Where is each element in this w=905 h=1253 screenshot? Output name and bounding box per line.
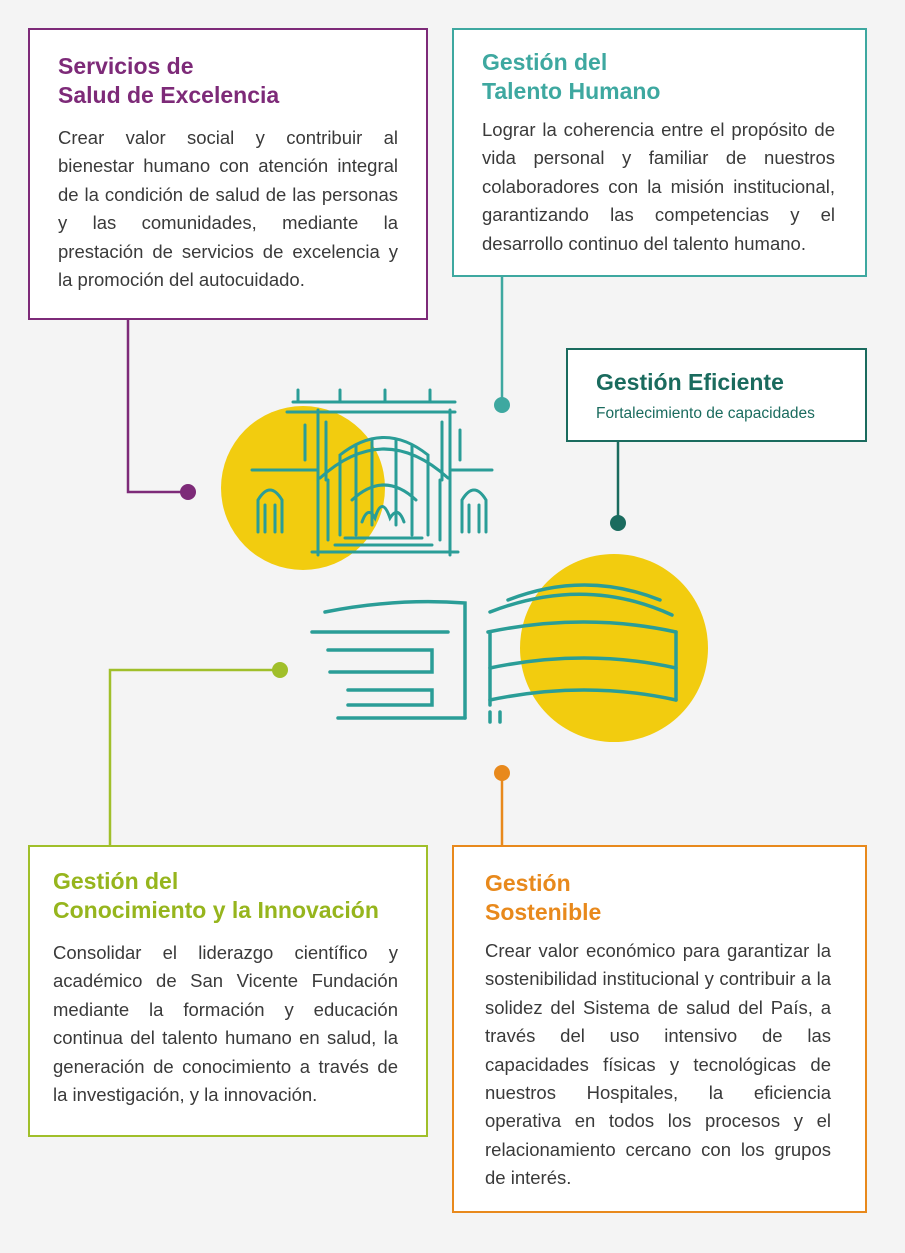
card-servicios-salud-text: Crear valor social y contribuir al bienestar humano con atención integral de la condición de salud de las personas y las comunidades, mediante la prestación de servicios de excelencia y la promoción del autocuidado.: [58, 127, 398, 291]
card-talento-humano-title: [482, 48, 835, 106]
connector-servicios: [128, 320, 196, 500]
card-gestion-sostenible-text: Crear valor económico para garantizar la sostenibilidad institucional y contribuir a la solidez del Sistema de salud del País, a través del uso intensivo de las capacidades físicas y tecnológicas de nuestros Hospitales, la eficiencia operativa en todos los procesos y el relacionamiento cercano con los grupos de interés.: [485, 940, 831, 1189]
card-talento-humano: [452, 28, 867, 277]
card-talento-humano-title-line2: Talento Humano: [482, 78, 661, 104]
card-talento-humano-text: Lograr la coherencia entre el propósito de vida personal y familiar de nuestros colaboradores con la misión institucional, garantizando las competencias y el desarrollo continuo del talento humano.: [482, 119, 835, 254]
card-conocimiento-innovacion-title-line1: Gestión del: [53, 868, 179, 894]
connector-talento: [494, 277, 510, 413]
card-servicios-salud-title: [58, 52, 398, 110]
card-conocimiento-innovacion-text: Consolidar el liderazgo científico y académico de San Vicente Fundación mediante la formación y educación continua del talento humano en salud, la generación de conocimiento a través de la investigación, y la innovación.: [53, 942, 398, 1106]
card-gestion-sostenible-title-line2: Sostenible: [485, 899, 602, 925]
card-conocimiento-innovacion: [28, 845, 428, 1137]
connector-conocimiento: [110, 662, 288, 845]
card-servicios-salud-title-line2: Salud de Excelencia: [58, 82, 280, 108]
card-servicios-salud-title-line1: Servicios de: [58, 53, 194, 79]
card-gestion-sostenible: [452, 845, 867, 1213]
card-talento-humano-title-line1: Gestión del: [482, 49, 608, 75]
card-gestion-eficiente-title: Gestión Eficiente: [596, 369, 784, 395]
card-gestion-eficiente-subtitle: Fortalecimiento de capacidades: [596, 405, 815, 422]
connector-sostenible: [494, 765, 510, 845]
yellow-circle-right: [520, 554, 708, 742]
card-gestion-eficiente: [566, 348, 867, 442]
card-conocimiento-innovacion-title-line2: Conocimiento y la Innovación: [53, 897, 379, 923]
connector-eficiente: [610, 442, 626, 531]
card-conocimiento-innovacion-title: [53, 867, 398, 925]
card-gestion-sostenible-title: [485, 869, 831, 927]
card-servicios-salud: [28, 28, 428, 320]
card-gestion-sostenible-title-line1: Gestión: [485, 870, 571, 896]
